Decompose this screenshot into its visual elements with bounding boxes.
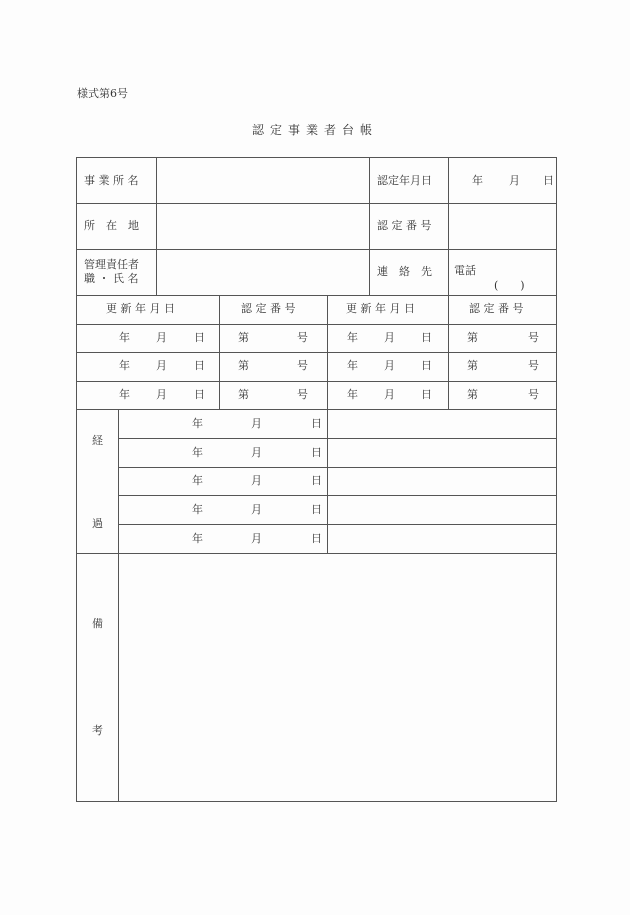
- cert-number-field[interactable]: [449, 204, 556, 249]
- manager-label-line2: 職 ・ 氏 名: [84, 272, 139, 285]
- year-unit: 年: [347, 359, 358, 372]
- history-label-bottom: 過: [92, 517, 103, 530]
- month-unit: 月: [156, 331, 167, 344]
- table-border-right: [556, 157, 557, 802]
- day-unit: 日: [543, 174, 554, 187]
- number-suffix: 号: [297, 388, 308, 401]
- cert-date-label: 認定年月日: [377, 174, 432, 187]
- number-suffix: 号: [528, 388, 539, 401]
- number-suffix: 号: [297, 331, 308, 344]
- history-note[interactable]: [328, 439, 556, 467]
- number-prefix: 第: [238, 388, 249, 401]
- renewal-number-header: 認 定 番 号: [469, 302, 524, 315]
- history-note[interactable]: [328, 496, 556, 524]
- number-prefix: 第: [467, 388, 478, 401]
- phone-label: 電話: [454, 264, 476, 277]
- month-unit: 月: [251, 474, 262, 487]
- history-date[interactable]: [119, 439, 327, 467]
- manager-field[interactable]: [157, 250, 369, 295]
- renewal-number-header: 認 定 番 号: [241, 302, 296, 315]
- contact-field[interactable]: [449, 250, 556, 295]
- month-unit: 月: [251, 532, 262, 545]
- year-unit: 年: [347, 388, 358, 401]
- location-label: 所 在 地: [84, 219, 139, 232]
- number-suffix: 号: [297, 359, 308, 372]
- history-date[interactable]: [119, 410, 327, 438]
- month-unit: 月: [251, 446, 262, 459]
- renewal-date-header: 更 新 年 月 日: [106, 302, 175, 315]
- year-unit: 年: [192, 474, 203, 487]
- cert-number-label: 認 定 番 号: [377, 219, 432, 232]
- business-name-label: 事 業 所 名: [84, 174, 139, 187]
- manager-label-line1: 管理責任者: [84, 258, 139, 271]
- number-prefix: 第: [467, 359, 478, 372]
- remarks-field[interactable]: [119, 554, 556, 801]
- renewal-date-header: 更 新 年 月 日: [346, 302, 415, 315]
- day-unit: 日: [194, 359, 205, 372]
- day-unit: 日: [311, 532, 322, 545]
- cert-date-field[interactable]: [449, 158, 556, 203]
- renewal-row: [77, 353, 557, 380]
- history-date[interactable]: [119, 468, 327, 495]
- phone-area-code: ( ): [494, 279, 525, 292]
- table-border-left: [76, 157, 77, 802]
- year-unit: 年: [192, 446, 203, 459]
- history-date[interactable]: [119, 525, 327, 553]
- form-number: 様式第6号: [77, 87, 128, 100]
- row-divider: [76, 295, 557, 296]
- month-unit: 月: [251, 417, 262, 430]
- renewal-row: [77, 325, 557, 352]
- day-unit: 日: [421, 331, 432, 344]
- day-unit: 日: [311, 417, 322, 430]
- remarks-label-bottom: 考: [92, 724, 103, 737]
- contact-label: 連 絡 先: [377, 265, 432, 278]
- business-name-field[interactable]: [157, 158, 369, 203]
- page-title: 認定事業者台帳: [251, 123, 378, 137]
- year-unit: 年: [119, 388, 130, 401]
- month-unit: 月: [156, 359, 167, 372]
- history-date[interactable]: [119, 496, 327, 524]
- number-prefix: 第: [238, 359, 249, 372]
- renewal-row: [77, 382, 557, 409]
- location-field[interactable]: [157, 204, 369, 249]
- year-unit: 年: [192, 417, 203, 430]
- month-unit: 月: [156, 388, 167, 401]
- year-unit: 年: [192, 532, 203, 545]
- table-border-bottom: [76, 801, 557, 802]
- history-note[interactable]: [328, 468, 556, 495]
- day-unit: 日: [421, 359, 432, 372]
- month-unit: 月: [384, 388, 395, 401]
- year-unit: 年: [119, 359, 130, 372]
- number-prefix: 第: [238, 331, 249, 344]
- month-unit: 月: [384, 331, 395, 344]
- day-unit: 日: [194, 388, 205, 401]
- day-unit: 日: [194, 331, 205, 344]
- day-unit: 日: [311, 503, 322, 516]
- month-unit: 月: [384, 359, 395, 372]
- remarks-label-top: 備: [92, 617, 103, 630]
- history-note[interactable]: [328, 410, 556, 438]
- year-unit: 年: [347, 331, 358, 344]
- day-unit: 日: [311, 474, 322, 487]
- history-note[interactable]: [328, 525, 556, 553]
- year-unit: 年: [472, 174, 483, 187]
- col-divider: [369, 157, 370, 295]
- number-suffix: 号: [528, 359, 539, 372]
- month-unit: 月: [509, 174, 520, 187]
- history-label-top: 経: [92, 434, 103, 447]
- day-unit: 日: [311, 446, 322, 459]
- year-unit: 年: [192, 503, 203, 516]
- number-prefix: 第: [467, 331, 478, 344]
- year-unit: 年: [119, 331, 130, 344]
- number-suffix: 号: [528, 331, 539, 344]
- month-unit: 月: [251, 503, 262, 516]
- day-unit: 日: [421, 388, 432, 401]
